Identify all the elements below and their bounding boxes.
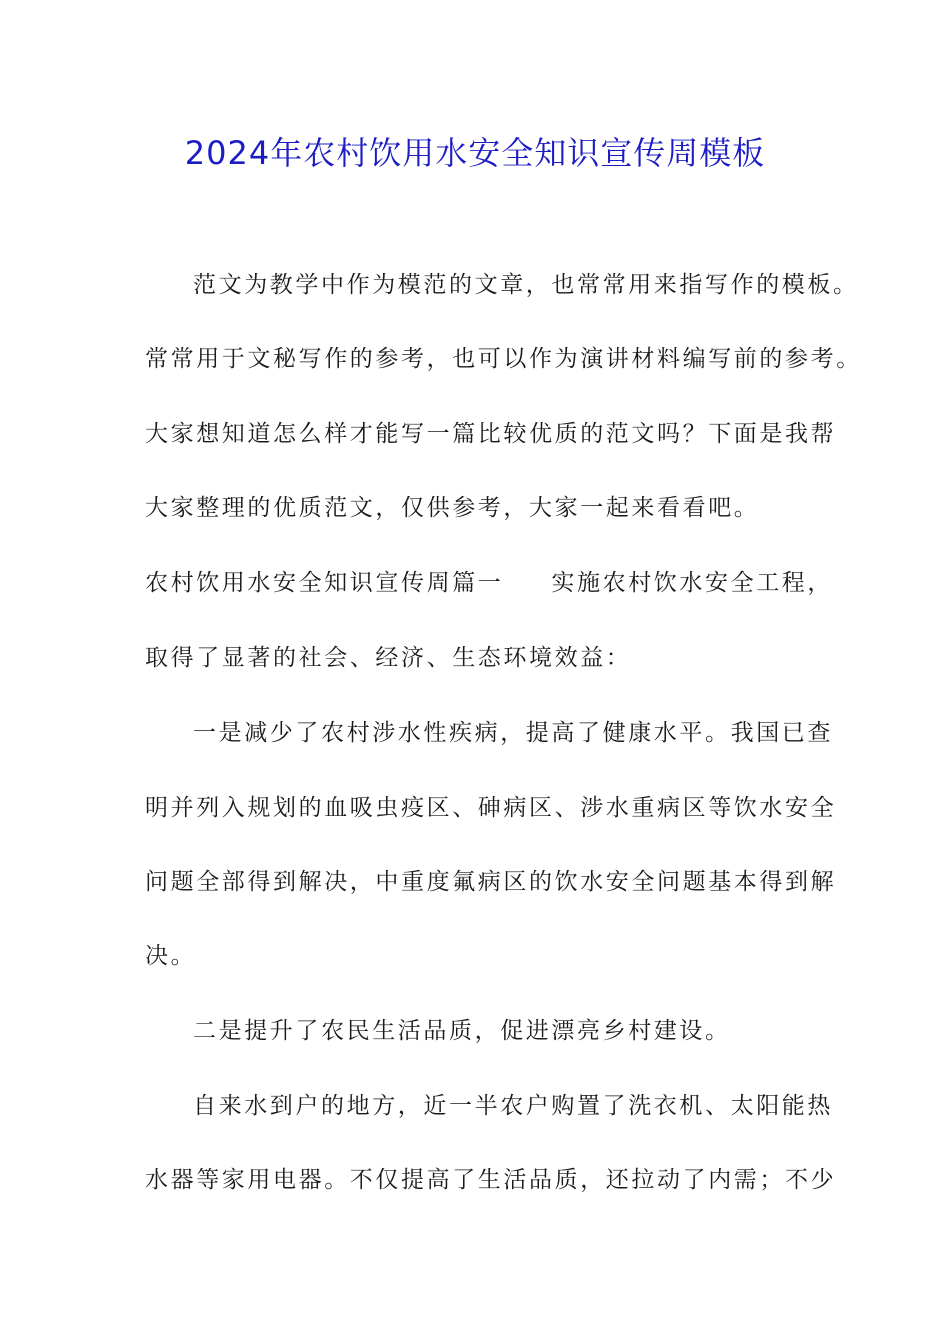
- section-lead-text: 实施农村饮水安全工程，: [551, 570, 834, 596]
- paragraph-line: 取得了显著的社会、经济、生态环境效益：: [145, 645, 632, 671]
- paragraph-line: 决。: [145, 943, 197, 969]
- paragraph-line: 大家整理的优质范文，仅供参考，大家一起来看看吧。: [145, 495, 760, 521]
- paragraph-line: 二是提升了农民生活品质，促进漂亮乡村建设。: [193, 1018, 731, 1044]
- paragraph-line: 范文为教学中作为模范的文章，也常常用来指写作的模板。: [193, 272, 859, 298]
- document-title: 2024年农村饮用水安全知识宣传周模板: [184, 134, 766, 172]
- paragraph-line: 常常用于文秘写作的参考，也可以作为演讲材料编写前的参考。: [145, 346, 862, 372]
- paragraph-line: 自来水到户的地方，近一半农户购置了洗衣机、太阳能热: [193, 1093, 833, 1119]
- paragraph-line: 问题全部得到解决，中重度氟病区的饮水安全问题基本得到解: [145, 869, 837, 895]
- section-heading-line: [145, 563, 833, 603]
- paragraph-line: 大家想知道怎么样才能写一篇比较优质的范文吗？下面是我帮: [145, 421, 837, 447]
- paragraph-line: 水器等家用电器。不仅提高了生活品质，还拉动了内需；不少: [145, 1167, 837, 1193]
- paragraph-line: 明并列入规划的血吸虫疫区、砷病区、涉水重病区等饮水安全: [145, 795, 837, 821]
- section-heading: 农村饮用水安全知识宣传周篇一: [145, 570, 504, 596]
- paragraph-line: 一是减少了农村涉水性疾病，提高了健康水平。我国已查: [193, 720, 833, 746]
